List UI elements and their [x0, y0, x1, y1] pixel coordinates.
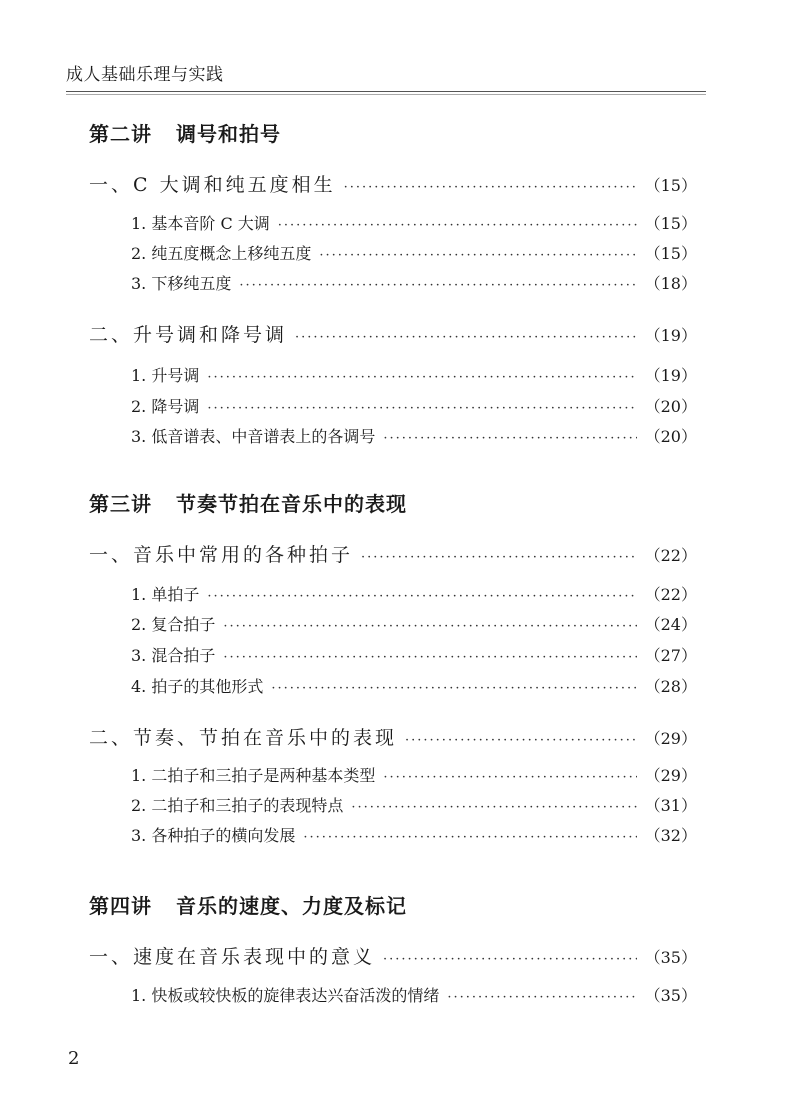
chapter-number: 第二讲 [89, 122, 152, 146]
toc-page-number: （15） [644, 214, 697, 233]
dot-leader [271, 681, 636, 696]
dot-leader [303, 830, 636, 845]
header-rule [66, 91, 706, 92]
dot-leader [344, 180, 637, 195]
toc-item-label: 1. 二拍子和三拍子是两种基本类型 [131, 766, 376, 785]
toc-item-entry[interactable] [131, 211, 697, 234]
dot-leader [295, 330, 637, 345]
toc-section-entry[interactable] [89, 942, 697, 969]
toc-item-label: 2. 二拍子和三拍子的表现特点 [131, 796, 344, 815]
toc-item-label: 3. 低音谱表、中音谱表上的各调号 [131, 427, 376, 446]
toc-page-number: （29） [644, 766, 697, 785]
chapter-title: 音乐的速度、力度及标记 [176, 894, 407, 918]
toc-page-number: （29） [644, 729, 697, 748]
dot-leader [207, 589, 636, 604]
header-rule-thin [66, 94, 706, 95]
toc-item-label: 2. 降号调 [131, 397, 200, 416]
dot-leader [239, 278, 636, 293]
dot-leader [383, 431, 636, 446]
dot-leader [361, 550, 637, 565]
toc-item-entry[interactable] [131, 424, 697, 447]
toc-page-number: （20） [644, 397, 697, 416]
toc-item-entry[interactable] [131, 241, 697, 264]
toc-item-label: 2. 纯五度概念上移纯五度 [131, 244, 312, 263]
dot-leader [447, 990, 636, 1005]
toc-item-label: 3. 下移纯五度 [131, 274, 232, 293]
toc-page-number: （28） [644, 677, 697, 696]
toc-section-entry[interactable] [89, 723, 697, 750]
toc-item-entry[interactable] [131, 582, 697, 605]
dot-leader [207, 370, 636, 385]
dot-leader [319, 248, 636, 263]
toc-item-label: 1. 快板或较快板的旋律表达兴奋活泼的情绪 [131, 986, 440, 1005]
toc-section-entry[interactable] [89, 320, 697, 347]
toc-item-entry[interactable] [131, 763, 697, 786]
dot-leader [383, 770, 636, 785]
dot-leader [405, 733, 637, 748]
chapter-heading [89, 890, 407, 919]
toc-page-number: （19） [644, 366, 697, 385]
toc-page-number: （32） [644, 826, 697, 845]
toc-section-label: 一、C 大调和纯五度相生 [89, 174, 336, 196]
dot-leader [223, 650, 636, 665]
chapter-number: 第四讲 [89, 894, 152, 918]
toc-item-entry[interactable] [131, 983, 697, 1006]
toc-section-label: 一、音乐中常用的各种拍子 [89, 544, 354, 566]
toc-page-number: （24） [644, 615, 697, 634]
chapter-heading [89, 488, 407, 517]
toc-item-label: 1. 升号调 [131, 366, 200, 385]
chapter-number: 第三讲 [89, 492, 152, 516]
toc-page-number: （27） [644, 646, 697, 665]
page-number: 2 [68, 1048, 80, 1069]
toc-page-number: （35） [644, 948, 697, 967]
running-head: 成人基础乐理与实践 [66, 65, 224, 85]
toc-page-number: （19） [644, 326, 697, 345]
toc-page-number: （22） [644, 585, 697, 604]
toc-section-label: 二、节奏、节拍在音乐中的表现 [89, 727, 398, 749]
toc-item-label: 1. 单拍子 [131, 585, 200, 604]
toc-item-entry[interactable] [131, 612, 697, 635]
toc-item-label: 1. 基本音阶 C 大调 [131, 214, 270, 233]
toc-page-number: （20） [644, 427, 697, 446]
toc-section-entry[interactable] [89, 170, 697, 197]
toc-page-number: （15） [644, 244, 697, 263]
toc-page-number: （35） [644, 986, 697, 1005]
chapter-title: 调号和拍号 [176, 122, 281, 146]
toc-item-entry[interactable] [131, 394, 697, 417]
toc-item-entry[interactable] [131, 363, 697, 386]
toc-item-entry[interactable] [131, 823, 697, 846]
toc-section-entry[interactable] [89, 540, 697, 567]
toc-item-entry[interactable] [131, 271, 697, 294]
toc-page-number: （18） [644, 274, 697, 293]
dot-leader [278, 218, 637, 233]
toc-page-number: （22） [644, 546, 697, 565]
toc-item-label: 3. 混合拍子 [131, 646, 216, 665]
toc-item-label: 3. 各种拍子的横向发展 [131, 826, 296, 845]
toc-item-label: 4. 拍子的其他形式 [131, 677, 264, 696]
toc-section-label: 一、速度在音乐表现中的意义 [89, 946, 376, 968]
dot-leader [207, 401, 636, 416]
toc-item-entry[interactable] [131, 674, 697, 697]
toc-item-label: 2. 复合拍子 [131, 615, 216, 634]
dot-leader [383, 952, 637, 967]
toc-page-number: （15） [644, 176, 697, 195]
toc-page-number: （31） [644, 796, 697, 815]
chapter-title: 节奏节拍在音乐中的表现 [176, 492, 407, 516]
chapter-heading [89, 118, 281, 147]
toc-item-entry[interactable] [131, 643, 697, 666]
toc-section-label: 二、升号调和降号调 [89, 324, 288, 346]
toc-item-entry[interactable] [131, 793, 697, 816]
dot-leader [223, 619, 636, 634]
dot-leader [351, 800, 636, 815]
